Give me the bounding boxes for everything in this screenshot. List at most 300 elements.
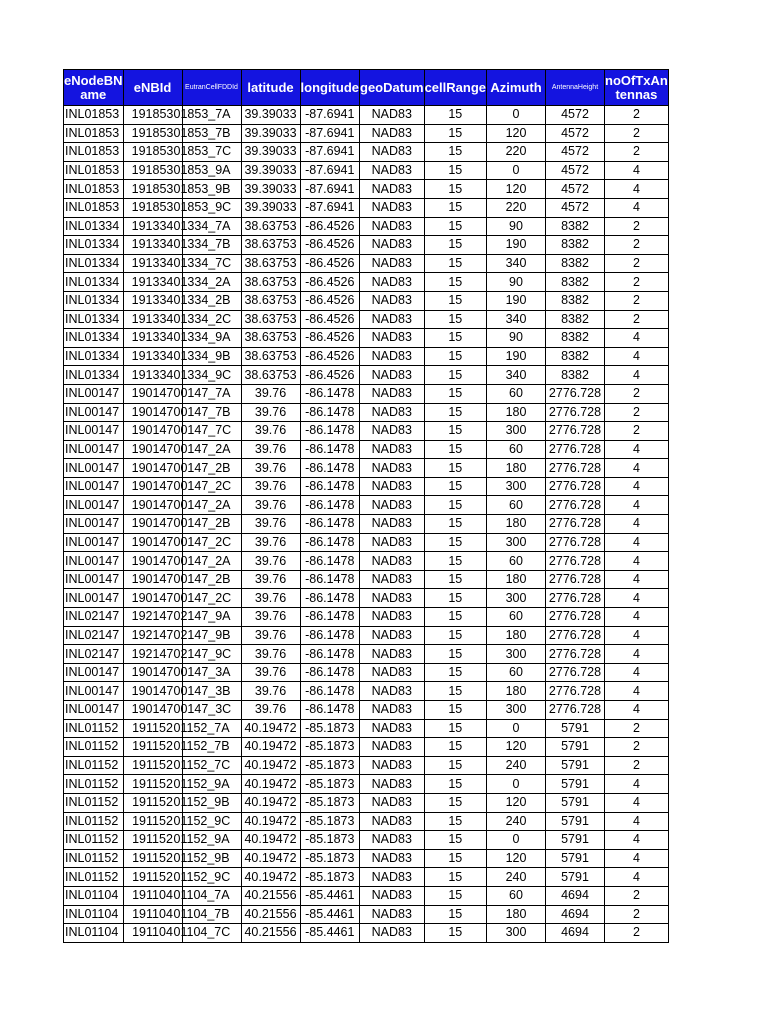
cell-antenna-height[interactable]: 2776.728: [546, 645, 605, 664]
cell-azimuth[interactable]: 120: [487, 180, 546, 199]
cell-tx-antennas[interactable]: 4: [605, 440, 669, 459]
cell-azimuth[interactable]: 300: [487, 589, 546, 608]
cell-tx-antennas[interactable]: 4: [605, 552, 669, 571]
cell-geo-datum[interactable]: NAD83: [360, 180, 425, 199]
cell-tx-antennas[interactable]: 4: [605, 477, 669, 496]
cell-azimuth[interactable]: 0: [487, 775, 546, 794]
cell-tx-antennas[interactable]: 2: [605, 403, 669, 422]
cell-enb-id[interactable]: 190147: [123, 701, 182, 720]
cell-latitude[interactable]: 39.76: [241, 552, 300, 571]
header-azimuth[interactable]: Azimuth: [487, 70, 546, 106]
cell-enb-id[interactable]: 190147: [123, 403, 182, 422]
header-latitude[interactable]: latitude: [241, 70, 300, 106]
cell-azimuth[interactable]: 0: [487, 106, 546, 125]
cell-longitude[interactable]: -86.4526: [300, 310, 360, 329]
cell-antenna-height[interactable]: 4572: [546, 143, 605, 162]
cell-latitude[interactable]: 40.19472: [241, 756, 300, 775]
cell-cell-range[interactable]: 15: [424, 849, 486, 868]
cell-eutran-cell-id[interactable]: [173, 477, 241, 496]
cell-cell-range[interactable]: 15: [424, 756, 486, 775]
cell-eutran-cell-id[interactable]: [173, 775, 241, 794]
cell-tx-antennas[interactable]: 2: [605, 310, 669, 329]
cell-latitude[interactable]: 39.76: [241, 608, 300, 627]
cell-enodeb-name[interactable]: INL01152: [64, 812, 124, 831]
cell-cell-range[interactable]: 15: [424, 106, 486, 125]
cell-tx-antennas[interactable]: 4: [605, 868, 669, 887]
cell-longitude[interactable]: -85.1873: [300, 831, 360, 850]
cell-enodeb-name[interactable]: INL01104: [64, 924, 124, 943]
cell-antenna-height[interactable]: 4572: [546, 106, 605, 125]
cell-enb-id[interactable]: 192147: [123, 608, 182, 627]
cell-tx-antennas[interactable]: 4: [605, 812, 669, 831]
cell-azimuth[interactable]: 90: [487, 273, 546, 292]
cell-cell-range[interactable]: 15: [424, 236, 486, 255]
cell-latitude[interactable]: 39.39033: [241, 124, 300, 143]
cell-azimuth[interactable]: 190: [487, 291, 546, 310]
cell-azimuth[interactable]: 180: [487, 570, 546, 589]
cell-eutran-cell-id[interactable]: [173, 515, 241, 534]
cell-azimuth[interactable]: 220: [487, 198, 546, 217]
cell-antenna-height[interactable]: 5791: [546, 775, 605, 794]
cell-cell-range[interactable]: 15: [424, 682, 486, 701]
cell-longitude[interactable]: -86.1478: [300, 701, 360, 720]
cell-longitude[interactable]: -86.1478: [300, 477, 360, 496]
cell-antenna-height[interactable]: 8382: [546, 366, 605, 385]
cell-longitude[interactable]: -85.1873: [300, 793, 360, 812]
cell-antenna-height[interactable]: 2776.728: [546, 701, 605, 720]
cell-latitude[interactable]: 39.76: [241, 515, 300, 534]
cell-latitude[interactable]: 38.63753: [241, 347, 300, 366]
cell-azimuth[interactable]: 180: [487, 403, 546, 422]
cell-latitude[interactable]: 40.19472: [241, 793, 300, 812]
cell-geo-datum[interactable]: NAD83: [360, 645, 425, 664]
cell-enb-id[interactable]: 190147: [123, 552, 182, 571]
cell-eutran-cell-id[interactable]: [173, 701, 241, 720]
cell-cell-range[interactable]: 15: [424, 924, 486, 943]
cell-longitude[interactable]: -86.1478: [300, 440, 360, 459]
cell-cell-range[interactable]: 15: [424, 886, 486, 905]
cell-antenna-height[interactable]: 4572: [546, 198, 605, 217]
cell-latitude[interactable]: 38.63753: [241, 273, 300, 292]
cell-antenna-height[interactable]: 2776.728: [546, 570, 605, 589]
cell-antenna-height[interactable]: 2776.728: [546, 459, 605, 478]
cell-latitude[interactable]: 40.21556: [241, 905, 300, 924]
cell-latitude[interactable]: 39.76: [241, 477, 300, 496]
cell-antenna-height[interactable]: 2776.728: [546, 663, 605, 682]
cell-enodeb-name[interactable]: INL01104: [64, 905, 124, 924]
cell-tx-antennas[interactable]: 4: [605, 608, 669, 627]
cell-enb-id[interactable]: 191152: [123, 719, 182, 738]
cell-geo-datum[interactable]: NAD83: [360, 719, 425, 738]
cell-tx-antennas[interactable]: 4: [605, 626, 669, 645]
cell-cell-range[interactable]: 15: [424, 254, 486, 273]
cell-latitude[interactable]: 39.76: [241, 589, 300, 608]
cell-longitude[interactable]: -87.6941: [300, 161, 360, 180]
cell-latitude[interactable]: 39.76: [241, 663, 300, 682]
cell-antenna-height[interactable]: 2776.728: [546, 477, 605, 496]
cell-eutran-cell-id[interactable]: [173, 533, 241, 552]
cell-latitude[interactable]: 40.19472: [241, 775, 300, 794]
cell-tx-antennas[interactable]: 2: [605, 905, 669, 924]
cell-enb-id[interactable]: 191334: [123, 329, 182, 348]
cell-enb-id[interactable]: 190147: [123, 496, 182, 515]
cell-enodeb-name[interactable]: INL01152: [64, 831, 124, 850]
cell-enodeb-name[interactable]: INL01853: [64, 198, 124, 217]
cell-tx-antennas[interactable]: 4: [605, 161, 669, 180]
cell-latitude[interactable]: 40.19472: [241, 738, 300, 757]
cell-antenna-height[interactable]: 8382: [546, 291, 605, 310]
cell-geo-datum[interactable]: NAD83: [360, 198, 425, 217]
cell-longitude[interactable]: -86.1478: [300, 663, 360, 682]
cell-latitude[interactable]: 39.76: [241, 682, 300, 701]
cell-enodeb-name[interactable]: INL01334: [64, 273, 124, 292]
cell-eutran-cell-id[interactable]: [173, 589, 241, 608]
cell-enb-id[interactable]: 191152: [123, 849, 182, 868]
cell-eutran-cell-id[interactable]: [173, 645, 241, 664]
cell-antenna-height[interactable]: 8382: [546, 310, 605, 329]
cell-enodeb-name[interactable]: INL01334: [64, 347, 124, 366]
cell-longitude[interactable]: -86.1478: [300, 384, 360, 403]
cell-geo-datum[interactable]: NAD83: [360, 701, 425, 720]
cell-longitude[interactable]: -86.4526: [300, 347, 360, 366]
cell-azimuth[interactable]: 180: [487, 905, 546, 924]
cell-geo-datum[interactable]: NAD83: [360, 793, 425, 812]
cell-tx-antennas[interactable]: 2: [605, 384, 669, 403]
cell-geo-datum[interactable]: NAD83: [360, 384, 425, 403]
cell-cell-range[interactable]: 15: [424, 198, 486, 217]
cell-tx-antennas[interactable]: 2: [605, 422, 669, 441]
cell-enodeb-name[interactable]: INL00147: [64, 496, 124, 515]
cell-eutran-cell-id[interactable]: [173, 849, 241, 868]
cell-enodeb-name[interactable]: INL00147: [64, 459, 124, 478]
cell-azimuth[interactable]: 190: [487, 236, 546, 255]
cell-cell-range[interactable]: 15: [424, 905, 486, 924]
cell-antenna-height[interactable]: 4572: [546, 180, 605, 199]
cell-tx-antennas[interactable]: 4: [605, 366, 669, 385]
cell-longitude[interactable]: -85.1873: [300, 719, 360, 738]
cell-tx-antennas[interactable]: 4: [605, 533, 669, 552]
cell-eutran-cell-id[interactable]: [173, 124, 241, 143]
cell-enodeb-name[interactable]: INL01853: [64, 180, 124, 199]
cell-latitude[interactable]: 39.39033: [241, 198, 300, 217]
cell-geo-datum[interactable]: NAD83: [360, 124, 425, 143]
cell-antenna-height[interactable]: 2776.728: [546, 552, 605, 571]
cell-tx-antennas[interactable]: 4: [605, 645, 669, 664]
cell-azimuth[interactable]: 120: [487, 124, 546, 143]
cell-longitude[interactable]: -85.1873: [300, 756, 360, 775]
cell-azimuth[interactable]: 90: [487, 217, 546, 236]
cell-longitude[interactable]: -85.1873: [300, 849, 360, 868]
cell-enodeb-name[interactable]: INL01334: [64, 310, 124, 329]
cell-enodeb-name[interactable]: INL01152: [64, 868, 124, 887]
cell-geo-datum[interactable]: NAD83: [360, 812, 425, 831]
cell-longitude[interactable]: -86.1478: [300, 403, 360, 422]
cell-enb-id[interactable]: 191152: [123, 775, 182, 794]
cell-enb-id[interactable]: 190147: [123, 589, 182, 608]
cell-cell-range[interactable]: 15: [424, 608, 486, 627]
cell-latitude[interactable]: 39.76: [241, 440, 300, 459]
cell-geo-datum[interactable]: NAD83: [360, 254, 425, 273]
cell-enb-id[interactable]: 191334: [123, 273, 182, 292]
cell-enodeb-name[interactable]: INL00147: [64, 477, 124, 496]
cell-antenna-height[interactable]: 2776.728: [546, 589, 605, 608]
cell-enb-id[interactable]: 191334: [123, 310, 182, 329]
cell-enb-id[interactable]: 191334: [123, 254, 182, 273]
cell-latitude[interactable]: 39.76: [241, 496, 300, 515]
cell-longitude[interactable]: -86.1478: [300, 552, 360, 571]
cell-cell-range[interactable]: 15: [424, 626, 486, 645]
cell-enb-id[interactable]: 191853: [123, 106, 182, 125]
cell-latitude[interactable]: 40.21556: [241, 924, 300, 943]
cell-longitude[interactable]: -87.6941: [300, 198, 360, 217]
cell-azimuth[interactable]: 300: [487, 533, 546, 552]
cell-azimuth[interactable]: 340: [487, 310, 546, 329]
cell-geo-datum[interactable]: NAD83: [360, 459, 425, 478]
cell-latitude[interactable]: 39.76: [241, 645, 300, 664]
cell-latitude[interactable]: 40.19472: [241, 849, 300, 868]
cell-enb-id[interactable]: 191853: [123, 161, 182, 180]
cell-cell-range[interactable]: 15: [424, 496, 486, 515]
cell-cell-range[interactable]: 15: [424, 552, 486, 571]
cell-azimuth[interactable]: 240: [487, 812, 546, 831]
cell-eutran-cell-id[interactable]: [173, 496, 241, 515]
cell-geo-datum[interactable]: NAD83: [360, 589, 425, 608]
cell-longitude[interactable]: -86.1478: [300, 422, 360, 441]
cell-enodeb-name[interactable]: INL01152: [64, 719, 124, 738]
cell-tx-antennas[interactable]: 4: [605, 663, 669, 682]
cell-antenna-height[interactable]: 2776.728: [546, 496, 605, 515]
cell-cell-range[interactable]: 15: [424, 663, 486, 682]
cell-enb-id[interactable]: 190147: [123, 384, 182, 403]
cell-antenna-height[interactable]: 5791: [546, 719, 605, 738]
cell-cell-range[interactable]: 15: [424, 589, 486, 608]
cell-enodeb-name[interactable]: INL01334: [64, 329, 124, 348]
cell-azimuth[interactable]: 240: [487, 756, 546, 775]
cell-enb-id[interactable]: 192147: [123, 645, 182, 664]
header-enb-id[interactable]: eNBId: [123, 70, 182, 106]
cell-eutran-cell-id[interactable]: [173, 719, 241, 738]
cell-geo-datum[interactable]: NAD83: [360, 626, 425, 645]
cell-longitude[interactable]: -86.1478: [300, 589, 360, 608]
cell-longitude[interactable]: -86.1478: [300, 496, 360, 515]
cell-tx-antennas[interactable]: 2: [605, 756, 669, 775]
cell-eutran-cell-id[interactable]: [173, 273, 241, 292]
cell-cell-range[interactable]: 15: [424, 366, 486, 385]
cell-antenna-height[interactable]: 5791: [546, 738, 605, 757]
cell-latitude[interactable]: 38.63753: [241, 291, 300, 310]
cell-tx-antennas[interactable]: 4: [605, 589, 669, 608]
cell-enb-id[interactable]: 191334: [123, 291, 182, 310]
cell-eutran-cell-id[interactable]: [173, 682, 241, 701]
cell-geo-datum[interactable]: NAD83: [360, 366, 425, 385]
cell-enodeb-name[interactable]: INL01853: [64, 143, 124, 162]
cell-longitude[interactable]: -86.1478: [300, 459, 360, 478]
cell-cell-range[interactable]: 15: [424, 831, 486, 850]
cell-longitude[interactable]: -85.1873: [300, 738, 360, 757]
cell-tx-antennas[interactable]: 4: [605, 831, 669, 850]
cell-enb-id[interactable]: 191104: [123, 886, 182, 905]
cell-enodeb-name[interactable]: INL01853: [64, 161, 124, 180]
cell-geo-datum[interactable]: NAD83: [360, 552, 425, 571]
cell-tx-antennas[interactable]: 2: [605, 719, 669, 738]
cell-antenna-height[interactable]: 2776.728: [546, 608, 605, 627]
cell-longitude[interactable]: -85.1873: [300, 868, 360, 887]
cell-antenna-height[interactable]: 5791: [546, 868, 605, 887]
cell-cell-range[interactable]: 15: [424, 812, 486, 831]
cell-azimuth[interactable]: 60: [487, 608, 546, 627]
cell-longitude[interactable]: -86.4526: [300, 329, 360, 348]
cell-azimuth[interactable]: 340: [487, 366, 546, 385]
cell-cell-range[interactable]: 15: [424, 793, 486, 812]
cell-tx-antennas[interactable]: 2: [605, 924, 669, 943]
cell-enb-id[interactable]: 191853: [123, 198, 182, 217]
cell-enodeb-name[interactable]: INL00147: [64, 384, 124, 403]
cell-tx-antennas[interactable]: 4: [605, 496, 669, 515]
cell-cell-range[interactable]: 15: [424, 459, 486, 478]
cell-antenna-height[interactable]: 5791: [546, 812, 605, 831]
cell-azimuth[interactable]: 220: [487, 143, 546, 162]
cell-enodeb-name[interactable]: INL01334: [64, 366, 124, 385]
cell-azimuth[interactable]: 60: [487, 663, 546, 682]
cell-enodeb-name[interactable]: INL00147: [64, 663, 124, 682]
header-eutran-cell-fdd-id[interactable]: EutranCellFDDId: [182, 70, 241, 106]
cell-longitude[interactable]: -85.4461: [300, 905, 360, 924]
cell-eutran-cell-id[interactable]: [173, 663, 241, 682]
cell-geo-datum[interactable]: NAD83: [360, 273, 425, 292]
cell-latitude[interactable]: 39.39033: [241, 161, 300, 180]
cell-longitude[interactable]: -86.1478: [300, 608, 360, 627]
cell-enb-id[interactable]: 191152: [123, 868, 182, 887]
cell-azimuth[interactable]: 0: [487, 831, 546, 850]
cell-latitude[interactable]: 38.63753: [241, 236, 300, 255]
cell-geo-datum[interactable]: NAD83: [360, 868, 425, 887]
cell-azimuth[interactable]: 60: [487, 496, 546, 515]
cell-geo-datum[interactable]: NAD83: [360, 347, 425, 366]
cell-longitude[interactable]: -86.4526: [300, 273, 360, 292]
cell-geo-datum[interactable]: NAD83: [360, 831, 425, 850]
cell-enodeb-name[interactable]: INL00147: [64, 589, 124, 608]
cell-antenna-height[interactable]: 2776.728: [546, 533, 605, 552]
cell-cell-range[interactable]: 15: [424, 440, 486, 459]
cell-tx-antennas[interactable]: 2: [605, 738, 669, 757]
cell-antenna-height[interactable]: 8382: [546, 217, 605, 236]
header-longitude[interactable]: longitude: [300, 70, 360, 106]
cell-cell-range[interactable]: 15: [424, 738, 486, 757]
cell-enodeb-name[interactable]: INL00147: [64, 422, 124, 441]
cell-tx-antennas[interactable]: 4: [605, 515, 669, 534]
cell-antenna-height[interactable]: 2776.728: [546, 626, 605, 645]
cell-enb-id[interactable]: 192147: [123, 626, 182, 645]
cell-antenna-height[interactable]: 2776.728: [546, 440, 605, 459]
cell-latitude[interactable]: 39.76: [241, 384, 300, 403]
cell-enb-id[interactable]: 190147: [123, 515, 182, 534]
cell-tx-antennas[interactable]: 4: [605, 180, 669, 199]
cell-enb-id[interactable]: 191853: [123, 124, 182, 143]
cell-azimuth[interactable]: 120: [487, 793, 546, 812]
cell-geo-datum[interactable]: NAD83: [360, 886, 425, 905]
cell-geo-datum[interactable]: NAD83: [360, 682, 425, 701]
cell-latitude[interactable]: 38.63753: [241, 366, 300, 385]
cell-enodeb-name[interactable]: INL01334: [64, 254, 124, 273]
cell-antenna-height[interactable]: 2776.728: [546, 515, 605, 534]
cell-enb-id[interactable]: 191152: [123, 812, 182, 831]
cell-geo-datum[interactable]: NAD83: [360, 608, 425, 627]
cell-cell-range[interactable]: 15: [424, 719, 486, 738]
cell-cell-range[interactable]: 15: [424, 384, 486, 403]
cell-geo-datum[interactable]: NAD83: [360, 217, 425, 236]
cell-tx-antennas[interactable]: 4: [605, 570, 669, 589]
cell-cell-range[interactable]: 15: [424, 143, 486, 162]
cell-tx-antennas[interactable]: 4: [605, 329, 669, 348]
cell-azimuth[interactable]: 300: [487, 701, 546, 720]
cell-latitude[interactable]: 39.39033: [241, 180, 300, 199]
header-cell-range[interactable]: cellRange: [424, 70, 486, 106]
cell-enb-id[interactable]: 190147: [123, 682, 182, 701]
cell-eutran-cell-id[interactable]: [173, 756, 241, 775]
cell-geo-datum[interactable]: NAD83: [360, 533, 425, 552]
cell-eutran-cell-id[interactable]: [173, 347, 241, 366]
cell-cell-range[interactable]: 15: [424, 124, 486, 143]
cell-enodeb-name[interactable]: INL01104: [64, 886, 124, 905]
cell-tx-antennas[interactable]: 4: [605, 347, 669, 366]
cell-eutran-cell-id[interactable]: [173, 291, 241, 310]
header-antenna-height[interactable]: AntennaHeight: [546, 70, 605, 106]
cell-azimuth[interactable]: 60: [487, 552, 546, 571]
cell-longitude[interactable]: -87.6941: [300, 106, 360, 125]
cell-eutran-cell-id[interactable]: [173, 552, 241, 571]
cell-antenna-height[interactable]: 2776.728: [546, 384, 605, 403]
cell-enodeb-name[interactable]: INL02147: [64, 626, 124, 645]
cell-cell-range[interactable]: 15: [424, 347, 486, 366]
cell-cell-range[interactable]: 15: [424, 217, 486, 236]
cell-geo-datum[interactable]: NAD83: [360, 775, 425, 794]
cell-enodeb-name[interactable]: INL02147: [64, 645, 124, 664]
cell-eutran-cell-id[interactable]: [173, 831, 241, 850]
cell-tx-antennas[interactable]: 2: [605, 886, 669, 905]
cell-tx-antennas[interactable]: 2: [605, 217, 669, 236]
cell-cell-range[interactable]: 15: [424, 329, 486, 348]
cell-geo-datum[interactable]: NAD83: [360, 905, 425, 924]
cell-cell-range[interactable]: 15: [424, 161, 486, 180]
cell-azimuth[interactable]: 60: [487, 440, 546, 459]
cell-antenna-height[interactable]: 5791: [546, 756, 605, 775]
cell-antenna-height[interactable]: 4694: [546, 886, 605, 905]
cell-cell-range[interactable]: 15: [424, 403, 486, 422]
cell-tx-antennas[interactable]: 4: [605, 198, 669, 217]
cell-eutran-cell-id[interactable]: [173, 570, 241, 589]
cell-eutran-cell-id[interactable]: [173, 905, 241, 924]
cell-antenna-height[interactable]: 5791: [546, 849, 605, 868]
cell-eutran-cell-id[interactable]: [173, 198, 241, 217]
cell-enb-id[interactable]: 191152: [123, 831, 182, 850]
cell-enb-id[interactable]: 191853: [123, 180, 182, 199]
cell-latitude[interactable]: 40.19472: [241, 719, 300, 738]
cell-enodeb-name[interactable]: INL01334: [64, 236, 124, 255]
header-geo-datum[interactable]: geoDatum: [360, 70, 425, 106]
cell-tx-antennas[interactable]: 2: [605, 273, 669, 292]
cell-cell-range[interactable]: 15: [424, 180, 486, 199]
cell-antenna-height[interactable]: 4694: [546, 924, 605, 943]
header-enodeb-name[interactable]: eNodeBN ame: [64, 70, 124, 106]
cell-azimuth[interactable]: 0: [487, 719, 546, 738]
cell-antenna-height[interactable]: 5791: [546, 793, 605, 812]
cell-cell-range[interactable]: 15: [424, 570, 486, 589]
cell-enb-id[interactable]: 190147: [123, 459, 182, 478]
cell-antenna-height[interactable]: 2776.728: [546, 422, 605, 441]
cell-enb-id[interactable]: 191152: [123, 756, 182, 775]
cell-antenna-height[interactable]: 8382: [546, 236, 605, 255]
cell-azimuth[interactable]: 180: [487, 682, 546, 701]
